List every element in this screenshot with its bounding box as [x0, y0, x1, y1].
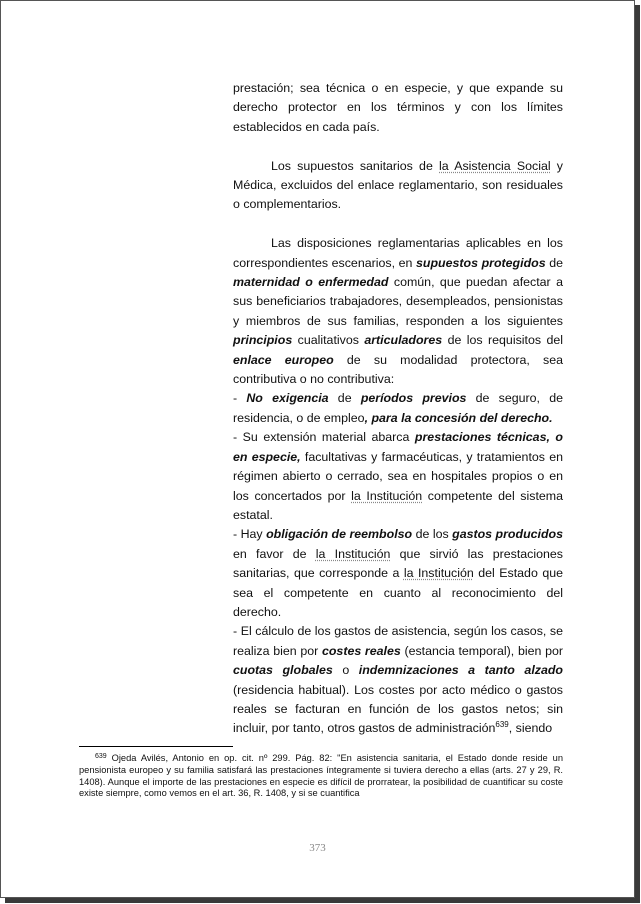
footnote-text: Ojeda Avilés, Antonio en op. cit. nº 299. Pág. 82: "En asistencia sanitaria, el Estado donde reside un pensionista europeo y su familia satisfará las prestaciones íntegramente si tuviera derecho a ellas (arts. 27 y 29, R. 1408). Aunque el importe de las prestaciones en especie es difícil de prorratear, la posibilidad de cuantificar su coste existe siempre, como vemos en el art. 36, R. 1408, y si se cuantifica — [79, 753, 563, 799]
bullet-1: - No exigencia de períodos previos de seguro, de residencia, o de empleo, para la concesión del derecho. — [233, 391, 563, 425]
bullet-2: - Su extensión material abarca prestaciones técnicas, o en especie, facultativas y farmacéuticas, y tratamientos en régimen abierto o cerrado, sea en hospitales propios o en los concertados por la Institución competente del sistema estatal. — [233, 430, 564, 522]
paragraph-2: Los supuestos sanitarios de la Asistencia Social y Médica, excluidos del enlace reglamentario, son residuales o complementarios. — [233, 158, 563, 212]
bullet-3: - Hay obligación de reembolso de los gastos producidos en favor de la Institución que sirvió las prestaciones sanitarias, que corresponde a la Institución del Estado que sea el competente en cuanto al reconocimiento del derecho. — [233, 527, 564, 619]
paragraph-1: prestación; sea técnica o en especie, y que expande su derecho protector en los términos y con los límites establecidos en cada país. — [233, 81, 563, 134]
paragraph-3: Las disposiciones reglamentarias aplicables en los correspondientes escenarios, en supuestos protegidos de maternidad o enfermedad común, que puedan afectar a sus beneficiarios trabajadores, desempleados, pensionistas y miembros de sus familias, responden a los siguientes principios cualitativos articuladores de los requisitos del enlace europeo de su modalidad protectora, sea contributiva o no contributiva: — [233, 236, 563, 387]
main-text — [233, 79, 563, 739]
footnote-number: 639 — [95, 753, 107, 760]
footnote-separator — [79, 746, 233, 747]
bullet-4: - El cálculo de los gastos de asistencia, según los casos, se realiza bien por costes reales (estancia temporal), bien por cuotas globales o indemnizaciones a tanto alzado (residencia habitual). Los costes por acto médico o gastos reales se facturan en función de los gastos netos; sin incluir, por tanto, otros gastos de administración$^{639}$, siendo — [233, 624, 563, 736]
page-number: 373 — [309, 842, 326, 854]
footnote-reference[interactable]: 639 — [495, 720, 509, 730]
footnote-639 — [79, 751, 563, 800]
